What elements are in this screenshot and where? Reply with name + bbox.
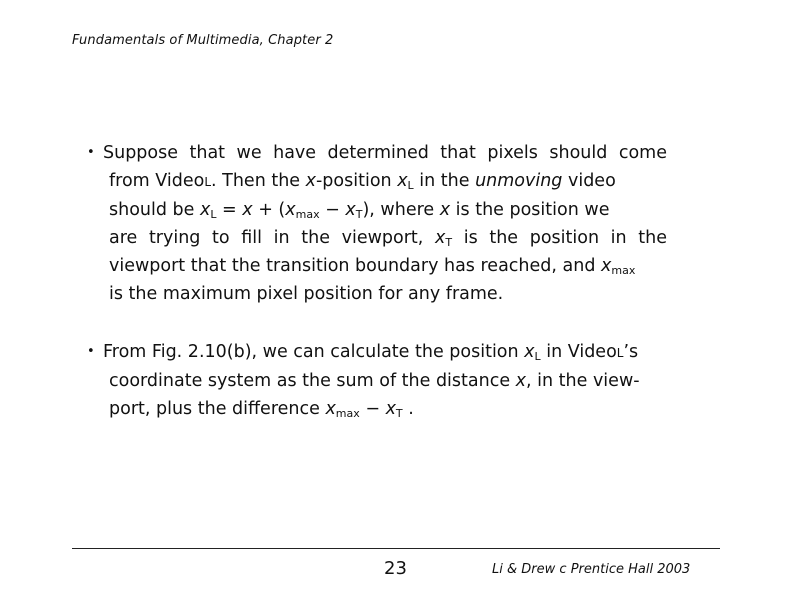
bullet-2-line-1 <box>87 338 667 367</box>
math-subscript: T <box>355 208 363 221</box>
text-run: should be <box>109 200 200 220</box>
bullet-2-line-3 <box>87 395 667 423</box>
text-run: are trying to fill in the viewport, <box>109 228 435 248</box>
text-run: , in the view- <box>526 371 640 391</box>
math-subscript: T <box>395 407 403 420</box>
bullet-1-line-1 <box>87 139 667 167</box>
math-variable: x <box>305 171 316 191</box>
text-run: -position <box>315 171 398 191</box>
bullet-marker-1: • <box>87 145 95 160</box>
text-run: − <box>319 200 346 220</box>
emphasis-text: unmoving <box>475 171 563 191</box>
text-run: = <box>216 200 243 220</box>
text-run: coordinate system as the sum of the distance <box>109 371 516 391</box>
bullet-2-line-2 <box>87 367 667 395</box>
slide-header: Fundamentals of Multimedia, Chapter 2 <box>72 33 334 48</box>
footer-credit <box>492 562 690 577</box>
math-variable: x <box>435 228 446 248</box>
copyright-mark: c <box>559 562 567 577</box>
text-run: from Video <box>109 171 205 191</box>
text-run: in the <box>413 171 476 191</box>
bullet-point-1 <box>87 139 667 308</box>
math-variable: x <box>601 256 612 276</box>
text-run: video <box>562 171 616 191</box>
bullet-1-line-3 <box>87 196 667 224</box>
math-subscript: max <box>335 407 360 420</box>
math-subscript: T <box>445 236 453 249</box>
bullet-marker-2: • <box>87 344 95 359</box>
math-variable: x <box>242 200 253 220</box>
math-subscript: max <box>611 264 636 277</box>
math-variable: x <box>515 371 527 391</box>
text-run: in Video <box>540 342 617 362</box>
text-run: is the position in the <box>452 228 667 248</box>
math-subscript: max <box>295 208 320 221</box>
bullet-1-line-2 <box>87 167 667 196</box>
math-subscript: L <box>534 350 541 363</box>
credit-publisher: Prentice Hall 2003 <box>570 562 691 577</box>
math-subscript: L <box>210 208 217 221</box>
text-run: . Then the <box>211 171 306 191</box>
text-run: is the maximum pixel position for any frame. <box>109 284 504 304</box>
math-variable: x <box>385 399 396 419</box>
text-run: L <box>204 175 212 189</box>
bullet-1-line-4 <box>87 224 667 252</box>
bullet-point-2 <box>87 338 667 423</box>
text-run: ), where <box>362 200 440 220</box>
text-run: From Fig. 2.10(b), we can calculate the position <box>103 342 525 362</box>
math-variable: x <box>439 200 451 220</box>
math-variable: x <box>325 399 336 419</box>
text-run: − <box>359 399 386 419</box>
footer-divider <box>72 548 720 549</box>
text-run: port, plus the difference <box>109 399 326 419</box>
page-number: 23 <box>384 558 407 579</box>
math-subscript: L <box>407 179 414 192</box>
text-run: ’s <box>623 342 639 362</box>
math-variable: x <box>345 200 356 220</box>
bullet-1-line-5 <box>87 252 667 280</box>
text-run: Suppose that we have determined that pixels should come <box>103 143 667 163</box>
math-variable: x <box>199 200 211 220</box>
credit-author: Li & Drew <box>492 562 556 577</box>
text-run: + ( <box>252 200 286 220</box>
math-variable: x <box>524 342 535 362</box>
text-run: . <box>402 399 414 419</box>
text-run: viewport that the transition boundary has reached, and <box>109 256 601 276</box>
math-variable: x <box>285 200 296 220</box>
math-variable: x <box>397 171 408 191</box>
bullet-1-line-6 <box>87 280 667 308</box>
text-run: is the position we <box>450 200 610 220</box>
text-run: L <box>616 346 624 360</box>
